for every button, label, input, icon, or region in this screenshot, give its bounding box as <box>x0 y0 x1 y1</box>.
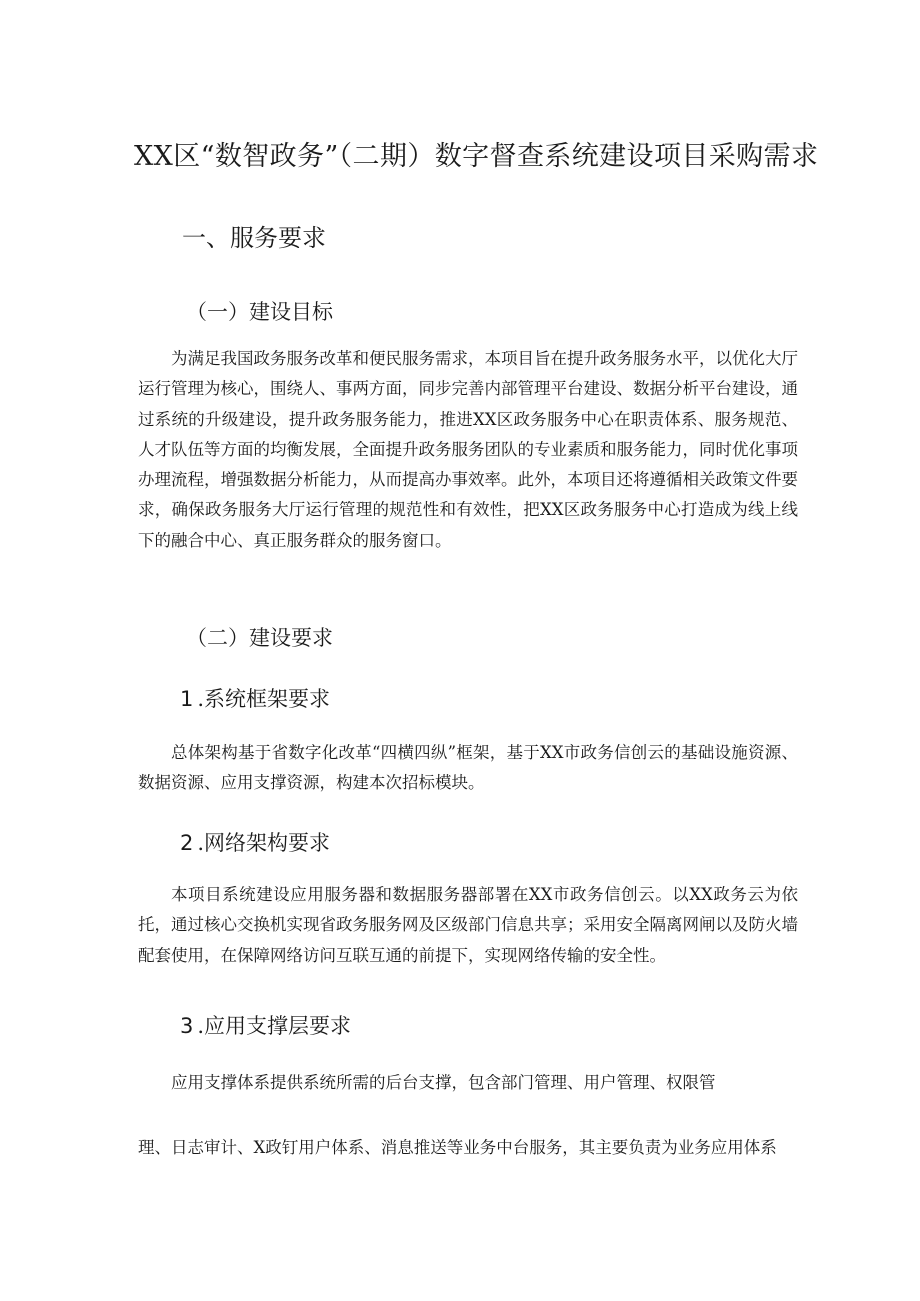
item-heading-framework <box>180 684 330 714</box>
paragraph-network: 本项目系统建设应用服务器和数据服务器部署在XX市政务信创云。以XX政务云为依托，通过核心交换机实现省政务服务网及区级部门信息共享；采用安全隔离网闸以及防火墙配套使用，在保障网络访问互联互通的前提下，实现网络传输的安全性。 <box>138 885 798 965</box>
item-heading-network <box>180 828 330 858</box>
section-heading-service-requirements: 一、服务要求 <box>182 224 326 252</box>
item-heading-text: .系统框架要求 <box>197 687 331 711</box>
paragraph-app-support-line-2: 理、日志审计、X政钉用户体系、消息推送等业务中台服务，其主要负责为业务应用体系 <box>138 1138 777 1157</box>
item-heading-app-support <box>180 1011 351 1041</box>
item-heading-text: .应用支撑层要求 <box>197 1014 352 1038</box>
subsection-heading-goals: （一）建设目标 <box>186 300 333 324</box>
item-heading-text: .网络架构要求 <box>197 831 331 855</box>
document-title: XX区“数智政务”（二期）数字督查系统建设项目采购需求 <box>134 141 819 172</box>
item-number: 2 <box>180 831 194 855</box>
item-number: 3 <box>180 1014 194 1038</box>
item-number: 1 <box>180 687 194 711</box>
subsection-heading-requirements: （二）建设要求 <box>186 626 333 650</box>
paragraph-app-support-line-1: 应用支撑体系提供系统所需的后台支撑，包含部门管理、用户管理、权限管 <box>171 1073 716 1092</box>
paragraph-framework: 总体架构基于省数字化改革“四横四纵”框架，基于XX市政务信创云的基础设施资源、数据资源、应用支撑资源，构建本次招标模块。 <box>138 743 798 793</box>
paragraph-goals: 为满足我国政务服务改革和便民服务需求，本项目旨在提升政务服务水平，以优化大厅运行管理为核心，围绕人、事两方面，同步完善内部管理平台建设、数据分析平台建设，通过系统的升级建设，提升政务服务能力，推进XX区政务服务中心在职责体系、服务规范、人才队伍等方面的均衡发展，全面提升政务服务团队的专业素质和服务能力，同时优化事项办理流程，增强数据分析能力，从而提高办事效率。此外，本项目还将遵循相关政策文件要求，确保政务服务大厅运行管理的规范性和有效性，把XX区政务服务中心打造成为线上线下的融合中心、真正服务群众的服务窗口。 <box>138 349 798 550</box>
